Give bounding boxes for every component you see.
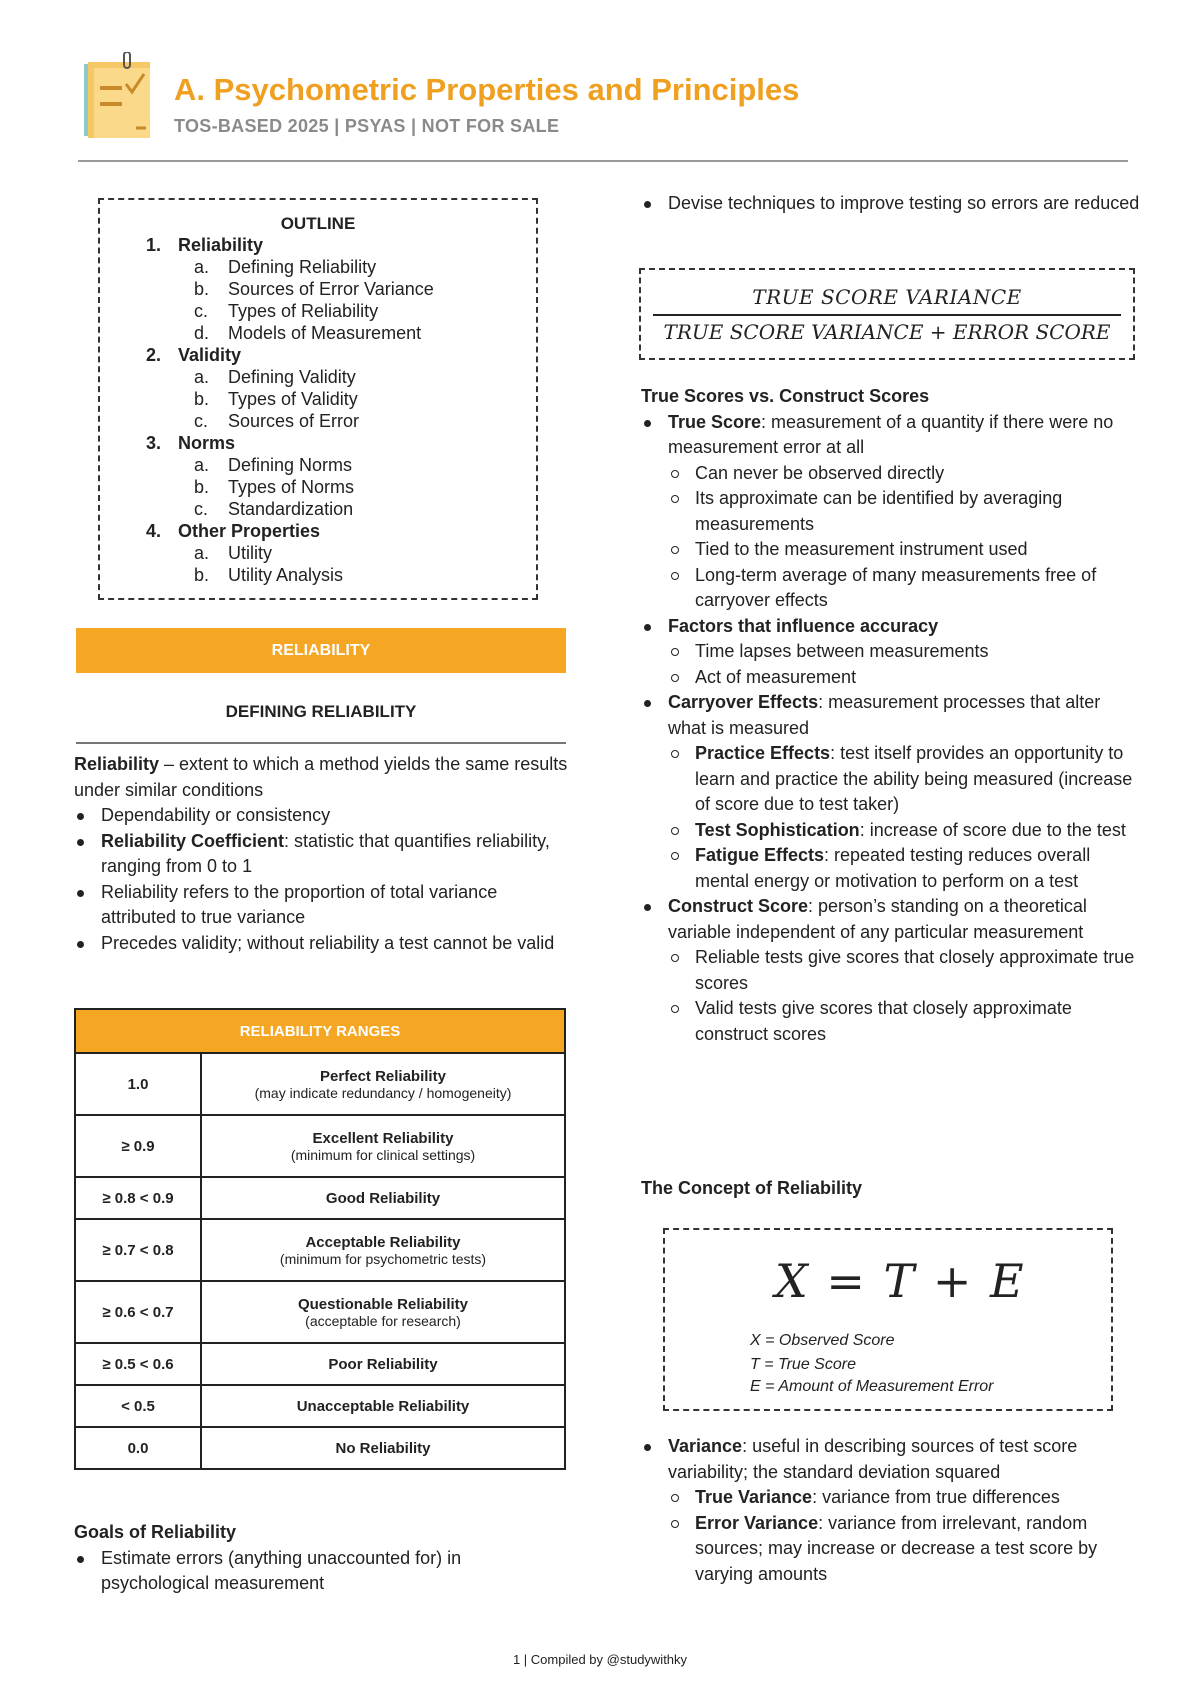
outline-section-title: Norms <box>178 433 236 453</box>
outline-item: Standardization <box>228 499 354 519</box>
sub-list-item: True Variance: variance from true differences <box>668 1485 1141 1511</box>
outline-item: Types of Validity <box>228 389 358 409</box>
page-title: A. Psychometric Properties and Principles <box>174 72 800 107</box>
list-item: True Score: measurement of a quantity if there were no measurement error at all Can never be observed directly Its approximate can be identified by averaging measurements Tied to the measurement instrument used Long-term average of many measurements free of carryover effects <box>641 410 1141 614</box>
outline-item: Types of Reliability <box>228 301 379 321</box>
concept-equation-box <box>663 1228 1113 1411</box>
outline-section-title: Validity <box>178 345 242 365</box>
sub-list-item: Practice Effects: test itself provides an opportunity to learn and practice the ability being measured (increase of score due to test taker) <box>668 741 1141 818</box>
list-item: Carryover Effects: measurement processes that alter what is measured Practice Effects: test itself provides an opportunity to learn and practice the ability being measured (increase of score due to test taker) Test Sophistication: increase of score due to the test Fatigue Effects: repeated testing reduces overall mental energy or motivation to perform on a test <box>641 690 1141 894</box>
outline-section: 1. Reliability a. Defining Reliability b. Sources of Error Variance c. Types of Reliability d. Models of Measurement <box>146 235 434 343</box>
sub-list-item: Tied to the measurement instrument used <box>668 537 1141 563</box>
fraction-bar <box>653 314 1121 316</box>
formula-denominator: TRUE SCORE VARIANCE + ERROR SCORE <box>663 320 1111 344</box>
table-row: 1.0 Perfect Reliability (may indicate redundancy / homogeneity) <box>75 1053 565 1115</box>
list-item: Dependability or consistency <box>74 803 574 829</box>
outline-item: Defining Validity <box>228 367 356 387</box>
outline-box <box>98 198 538 600</box>
outline-item: Utility <box>228 543 272 563</box>
table-row: ≥ 0.6 < 0.7 Questionable Reliability (acceptable for research) <box>75 1281 565 1343</box>
table-row: ≥ 0.9 Excellent Reliability (minimum for clinical settings) <box>75 1115 565 1177</box>
outline-item: Types of Norms <box>228 477 355 497</box>
list-item: Variance: useful in describing sources of test score variability; the standard deviation squared True Variance: variance from true differences Error Variance: variance from irrelevant, random sources; may increase or decrease a test score by varying amounts <box>641 1434 1141 1587</box>
table-row: ≥ 0.5 < 0.6 Poor Reliability <box>75 1343 565 1385</box>
outline-item: Utility Analysis <box>228 565 344 585</box>
page-footer: 1 | Compiled by @studywithky <box>512 1652 688 1667</box>
list-item: Reliability Coefficient: statistic that quantifies reliability, ranging from 0 to 1 <box>74 829 574 880</box>
section-divider <box>76 742 566 744</box>
outline-item: Models of Measurement <box>228 323 422 343</box>
list-item: Construct Score: person’s standing on a theoretical variable independent of any particular measurement Reliable tests give scores that closely approximate true scores Valid tests give scores that closely approximate construct scores <box>641 894 1141 1047</box>
sub-list-item: Time lapses between measurements <box>668 639 1141 665</box>
goals-continued <box>641 191 1141 217</box>
outline-section: 4. Other Properties a. Utility b. Utility Analysis <box>146 521 344 585</box>
sub-list-item: Error Variance: variance from irrelevant, random sources; may increase or decrease a test score by varying amounts <box>668 1511 1141 1588</box>
table-row: 0.0 No Reliability <box>75 1427 565 1469</box>
sub-list-item: Long-term average of many measurements free of carryover effects <box>668 563 1141 614</box>
outline-section-title: Reliability <box>178 235 264 255</box>
legend-item: X = Observed Score <box>750 1332 895 1349</box>
sub-list-item: Valid tests give scores that closely approximate construct scores <box>668 996 1141 1047</box>
sub-list-item: Can never be observed directly <box>668 461 1141 487</box>
outline-item: Sources of Error Variance <box>228 279 434 299</box>
equation: X = T + E <box>775 1254 1026 1308</box>
list-item: Estimate errors (anything unaccounted for) in psychological measurement <box>74 1546 574 1597</box>
reliability-formula <box>639 268 1135 360</box>
reliability-ranges-table <box>74 1008 566 1470</box>
true-vs-construct-section <box>641 384 1141 1047</box>
section-banner-reliability: RELIABILITY <box>76 628 566 673</box>
goals-heading: Goals of Reliability <box>74 1522 237 1542</box>
goals-of-reliability <box>74 1520 574 1597</box>
outline-section: 2. Validity a. Defining Validity b. Types of Validity c. Sources of Error <box>146 345 360 431</box>
defining-reliability-heading: DEFINING RELIABILITY <box>225 702 417 721</box>
table-row: ≥ 0.7 < 0.8 Acceptable Reliability (minimum for psychometric tests) <box>75 1219 565 1281</box>
sub-list-item: Test Sophistication: increase of score due to the test <box>668 818 1141 844</box>
sub-list-item: Act of measurement <box>668 665 1141 691</box>
true-vs-construct-heading: True Scores vs. Construct Scores <box>641 386 930 406</box>
list-item: Factors that influence accuracy Time lapses between measurements Act of measurement <box>641 614 1141 691</box>
notepad-icon <box>80 52 156 142</box>
outline-item: Defining Norms <box>228 455 353 475</box>
reliability-definition: Reliability – extent to which a method yields the same results under similar conditions <box>74 754 568 800</box>
sub-list-item: Reliable tests give scores that closely approximate true scores <box>668 945 1141 996</box>
legend-item: T = True Score <box>750 1356 856 1373</box>
list-item: Devise techniques to improve testing so errors are reduced <box>641 191 1141 217</box>
header-divider <box>78 160 1128 162</box>
table-row: < 0.5 Unacceptable Reliability <box>75 1385 565 1427</box>
table-row: ≥ 0.8 < 0.9 Good Reliability <box>75 1177 565 1219</box>
outline-heading: OUTLINE <box>280 214 356 233</box>
sub-list-item: Its approximate can be identified by averaging measurements <box>668 486 1141 537</box>
formula-numerator: TRUE SCORE VARIANCE <box>752 285 1022 309</box>
defining-reliability-body <box>74 752 574 956</box>
page-subtitle: TOS-BASED 2025 | PSYAS | NOT FOR SALE <box>174 116 560 136</box>
sub-list-item: Fatigue Effects: repeated testing reduces overall mental energy or motivation to perform on a test <box>668 843 1141 894</box>
table-header: RELIABILITY RANGES <box>75 1009 565 1053</box>
outline-item: Sources of Error <box>228 411 360 431</box>
outline-section: 3. Norms a. Defining Norms b. Types of Norms c. Standardization <box>146 433 355 519</box>
variance-section <box>641 1434 1141 1587</box>
list-item: Precedes validity; without reliability a test cannot be valid <box>74 931 574 957</box>
concept-heading: The Concept of Reliability <box>641 1178 863 1198</box>
outline-section-title: Other Properties <box>178 521 321 541</box>
legend-item: E = Amount of Measurement Error <box>750 1378 994 1395</box>
list-item: Reliability refers to the proportion of total variance attributed to true variance <box>74 880 574 931</box>
outline-item: Defining Reliability <box>228 257 377 277</box>
